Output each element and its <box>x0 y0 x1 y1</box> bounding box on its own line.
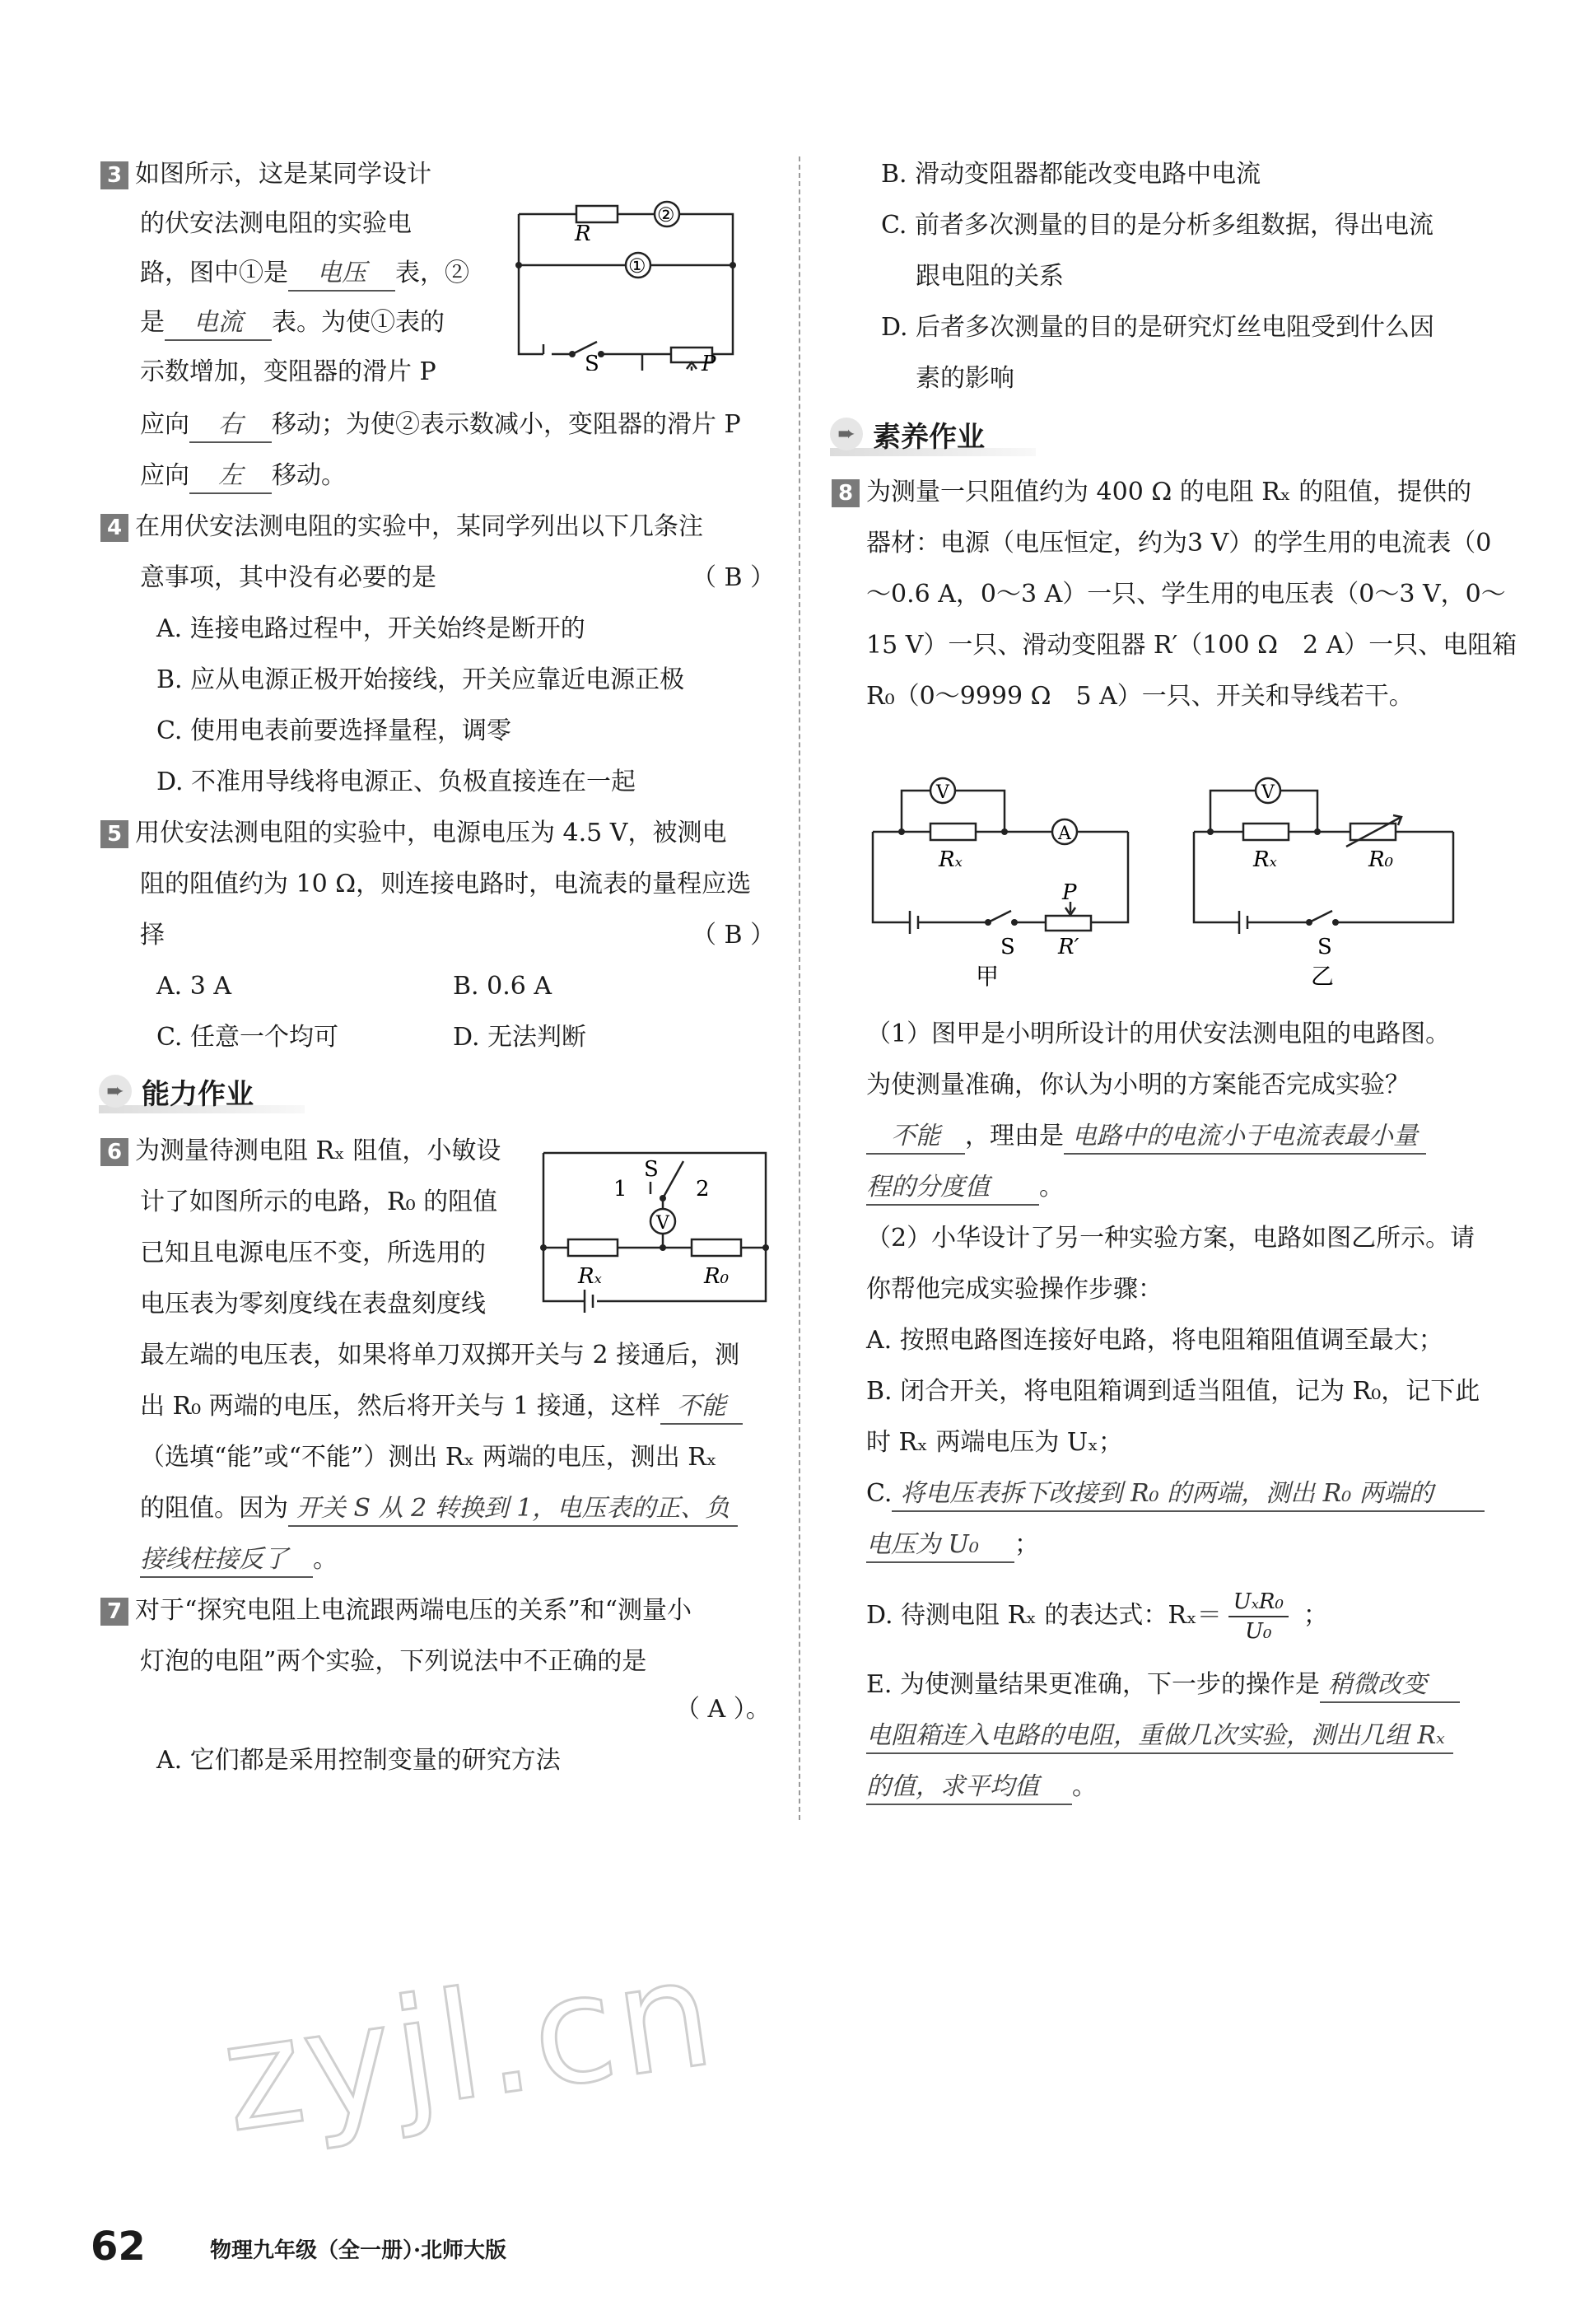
q8a-fig-label-v: V <box>936 782 949 803</box>
q7-line2: 灯泡的电阻”两个实验，下列说法中不正确的是 <box>140 1647 647 1676</box>
q7-option-b: B. 滑动变阻器都能改变电路中电流 <box>881 160 1261 189</box>
q8-number: 8 <box>832 479 860 507</box>
q7-answer: （ A ）。 <box>675 1695 771 1724</box>
q8-part1-line2: 为使测量准确，你认为小明的方案能否完成实验？ <box>866 1071 1410 1099</box>
q8-answer-e-a: 稍微改变 <box>1320 1668 1460 1703</box>
q8-answer-e-c: 的值，求平均值 <box>866 1771 1072 1805</box>
q6-circuit-diagram <box>535 1136 774 1326</box>
q8-circuit-a <box>865 758 1144 988</box>
q8-part1-line4: 程的分度值 。 <box>866 1171 1064 1206</box>
q3-fig-label-r: R <box>575 222 591 246</box>
q3-answer-3: 右 <box>189 408 272 443</box>
q7-option-a: A. 它们都是采用控制变量的研究方法 <box>156 1746 561 1775</box>
q4-option-b: B. 应从电源正极开始接线，开关应靠近电源正极 <box>156 665 685 694</box>
q4-number: 4 <box>100 514 128 542</box>
q6-answer-1: 不能 <box>660 1390 743 1425</box>
q8a-fig-label-rprime: R′ <box>1058 935 1079 959</box>
section-header-literacy: ➨ 素养作业 <box>830 412 1036 456</box>
q3-fig-label-2: ② <box>657 203 675 226</box>
q6-answer-2a: 开关 S 从 2 转换到 1，电压表的正、负 <box>288 1492 738 1527</box>
q7-line1: 7 对于“探究电阻上电流跟两端电压的关系”和“测量小 <box>100 1594 692 1627</box>
book-title: 物理九年级（全一册）·北师大版 <box>210 2238 507 2263</box>
q8a-caption: 甲 <box>976 963 1000 988</box>
q8-answer-2b: 程的分度值 <box>866 1171 1039 1206</box>
q8-step-c-line1: C. 将电压表拆下改接到 R₀ 的两端，测出 R₀ 两端的 <box>866 1477 1485 1512</box>
q8-answer-e-b: 电阻箱连入电路的电阻，重做几次实验，测出几组 Rₓ <box>866 1720 1453 1754</box>
column-divider <box>799 156 800 1820</box>
q3-line3: 路，图中①是 电压 表，② <box>140 257 469 292</box>
arrow-icon: ➨ <box>830 418 863 450</box>
q8-step-b-line2: 时 Rₓ 两端电压为 Uₓ； <box>866 1428 1123 1457</box>
q6-line8: 的阻值。因为 开关 S 从 2 转换到 1，电压表的正、负 <box>140 1492 738 1527</box>
q8b-fig-label-s: S <box>1317 935 1332 959</box>
q5-option-b: B. 0.6 A <box>453 972 552 1001</box>
q4-line2: 意事项，其中没有必要的是 <box>140 563 436 592</box>
q8-step-e-line3: 的值，求平均值 。 <box>866 1771 1097 1805</box>
q8-line4: 15 V）一只、滑动变阻器 R′（100 Ω 2 A）一只、电阻箱 <box>866 631 1517 660</box>
q8-answer-c-a: 将电压表拆下改接到 R₀ 的两端，测出 R₀ 两端的 <box>892 1477 1485 1512</box>
q3-fig-label-1: ① <box>628 254 646 278</box>
q6-line1: 6 为测量待测电阻 Rₓ 阻值，小敏设 <box>100 1135 501 1168</box>
q8b-fig-label-rx: Rₓ <box>1253 847 1277 872</box>
q8-step-e-line1: E. 为使测量结果更准确，下一步的操作是 稍微改变 <box>866 1668 1460 1703</box>
page-number: 62 <box>91 2224 146 2270</box>
q8a-fig-label-s: S <box>1000 935 1015 959</box>
q5-answer: （ B ） <box>692 921 776 950</box>
q8a-fig-label-p: P <box>1062 880 1077 905</box>
watermark: zyjl.cn <box>212 1926 725 2166</box>
q8-part1-line3: 不能 ，理由是 电路中的电流小于电流表最小量 <box>866 1120 1426 1155</box>
q4-answer: （ B ） <box>692 563 776 592</box>
q3-line6: 应向 右 移动；为使②表示数减小，变阻器的滑片 P <box>140 408 741 443</box>
q6-fig-label-1: 1 <box>613 1177 627 1202</box>
q4-option-d: D. 不准用导线将电源正、负极直接连在一起 <box>156 768 636 796</box>
q3-fig-label-p: P <box>702 352 716 371</box>
q6-fig-label-2: 2 <box>696 1177 710 1202</box>
q5-line2: 阻的阻值约为 10 Ω，则连接电路时，电流表的量程应选 <box>140 870 752 898</box>
q6-line6: 出 R₀ 两端的电压，然后将开关与 1 接通，这样 不能 <box>140 1390 743 1425</box>
q3-fig-label-s: S <box>585 352 599 371</box>
q7-option-c-line1: C. 前者多次测量的目的是分析多组数据，得出电流 <box>881 211 1433 240</box>
q4-option-c: C. 使用电表前要选择量程，调零 <box>156 716 511 745</box>
q8b-fig-label-v: V <box>1261 782 1275 803</box>
q8-step-b-line1: B. 闭合开关，将电阻箱调到适当阻值，记为 R₀，记下此 <box>866 1377 1480 1406</box>
q8-line5: R₀（0～9999 Ω 5 A）一只、开关和导线若干。 <box>866 682 1414 711</box>
q8a-fig-label-a: A <box>1058 824 1071 844</box>
q8b-caption: 乙 <box>1311 963 1335 988</box>
q8-step-c-line2: 电压为 U₀ ； <box>866 1528 1039 1563</box>
q3-line4: 是 电流 表。为使①表的 <box>140 306 445 341</box>
q4-option-a: A. 连接电路过程中，开关始终是断开的 <box>156 614 585 643</box>
q6-line5: 最左端的电压表，如果将单刀双掷开关与 2 接通后，测 <box>140 1341 740 1370</box>
q3-line2: 的伏安法测电阻的实验电 <box>140 209 412 238</box>
q8-step-d: D. 待测电阻 Rₓ 的表达式：Rₓ＝ $\frac{\text{UₓR₀}}{\text{U₀}}$ ； <box>866 1589 1328 1644</box>
q5-option-a: A. 3 A <box>156 972 232 1001</box>
q6-line7: （选填“能”或“不能”）测出 Rₓ 两端的电压，测出 Rₓ <box>140 1443 717 1472</box>
q8-part2-line1: （2）小华设计了另一种实验方案，电路如图乙所示。请 <box>866 1224 1475 1253</box>
q6-line2: 计了如图所示的电路，R₀ 的阻值 <box>140 1188 498 1216</box>
q6-fig-label-v: V <box>656 1213 669 1234</box>
q8-answer-c-b: 电压为 U₀ <box>866 1528 1014 1563</box>
q6-line4: 电压表为零刻度线在表盘刻度线 <box>140 1290 486 1318</box>
q3-line7: 应向 左 移动。 <box>140 460 346 494</box>
q3-number: 3 <box>100 161 128 189</box>
q6-line3: 已知且电源电压不变，所选用的 <box>140 1239 486 1267</box>
arrow-icon: ➨ <box>99 1075 132 1108</box>
q5-line1: 5 用伏安法测电阻的实验中，电源电压为 4.5 V，被测电 <box>100 817 726 850</box>
q8-answer-1: 不能 <box>866 1120 965 1155</box>
q8-answer-2a: 电路中的电流小于电流表最小量 <box>1064 1120 1426 1155</box>
q6-fig-label-s: S <box>644 1157 659 1182</box>
q3-line5: 示数增加，变阻器的滑片 P <box>140 357 436 386</box>
q6-answer-2b: 接线柱接反了 <box>140 1543 313 1578</box>
q8-step-a: A. 按照电路图连接好电路，将电阻箱阻值调至最大； <box>866 1326 1443 1355</box>
q3-line1: 3 如图所示，这是某同学设计 <box>100 158 431 191</box>
q8-circuit-b <box>1186 758 1466 988</box>
q5-number: 5 <box>100 820 128 848</box>
q8-line2: 器材：电源（电压恒定，约为3 V）的学生用的电流表（0 <box>866 529 1492 558</box>
q8a-fig-label-rx: Rₓ <box>939 847 963 872</box>
section-header-ability: ➨ 能力作业 <box>99 1069 305 1113</box>
q5-option-c: C. 任意一个均可 <box>156 1023 338 1052</box>
q5-option-d: D. 无法判断 <box>453 1023 587 1052</box>
q3-answer-4: 左 <box>189 460 272 494</box>
q8-step-e-line2 <box>866 1720 1453 1754</box>
q7-option-c-line2: 跟电阻的关系 <box>916 262 1064 291</box>
q6-fig-label-rx: Rₓ <box>578 1264 602 1289</box>
q5-line3: 择 <box>140 921 165 950</box>
q8-part1-line1: （1）图甲是小明所设计的用伏安法测电阻的电路图。 <box>866 1020 1451 1048</box>
q3-answer-2: 电流 <box>165 306 272 341</box>
q8b-fig-label-r0: R₀ <box>1368 847 1393 872</box>
q6-line9: 接线柱接反了 。 <box>140 1543 338 1578</box>
q7-option-d-line2: 素的影响 <box>916 364 1014 393</box>
q3-circuit-diagram <box>510 189 758 371</box>
q8-line3: ～0.6 A，0～3 A）一只、学生用的电压表（0～3 V，0～ <box>866 580 1506 609</box>
q8-part2-line2: 你帮他完成实验操作步骤： <box>866 1275 1163 1304</box>
q6-fig-label-r0: R₀ <box>704 1264 729 1289</box>
q7-option-d-line1: D. 后者多次测量的目的是研究灯丝电阻受到什么因 <box>881 313 1435 342</box>
q6-number: 6 <box>100 1138 128 1166</box>
q4-line1: 4 在用伏安法测电阻的实验中，某同学列出以下几条注 <box>100 511 703 544</box>
q7-number: 7 <box>100 1598 128 1626</box>
q8-line1: 8 为测量一只阻值约为 400 Ω 的电阻 Rₓ 的阻值，提供的 <box>832 476 1471 509</box>
q3-answer-1: 电压 <box>288 257 395 292</box>
q8-formula: $\frac{\text{UₓR₀}}{\text{U₀}}$ <box>1228 1588 1289 1645</box>
